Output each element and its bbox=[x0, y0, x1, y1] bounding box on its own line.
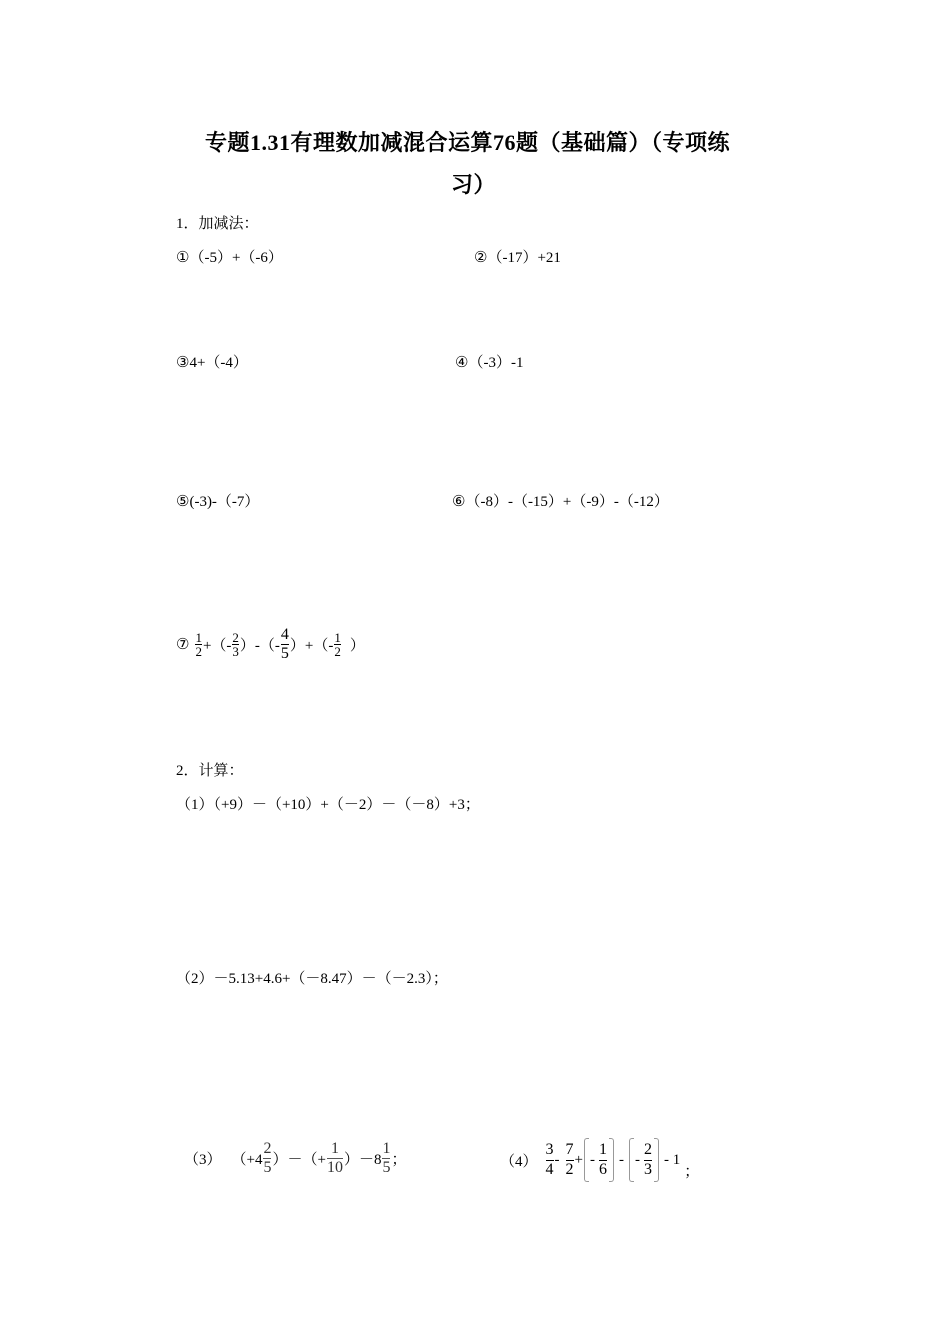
fraction-denominator: 5 bbox=[280, 645, 289, 663]
operator: - bbox=[589, 1151, 595, 1168]
fraction-denominator: 10 bbox=[326, 1159, 343, 1177]
fraction bbox=[195, 631, 202, 659]
part-label: （3） bbox=[184, 1152, 222, 1169]
question-1-heading: 1．加减法： bbox=[176, 216, 259, 232]
operator: ）－8 bbox=[343, 1152, 382, 1169]
fraction-numerator: 1 bbox=[598, 1141, 607, 1159]
fraction-numerator: 2 bbox=[643, 1141, 652, 1159]
fraction-numerator: 1 bbox=[334, 629, 341, 645]
fraction bbox=[644, 1141, 652, 1179]
fraction-numerator: 2 bbox=[263, 1140, 272, 1157]
absolute-value-bar-left bbox=[584, 1138, 589, 1182]
operator: ； bbox=[391, 1152, 407, 1169]
operator: - bbox=[618, 1151, 624, 1168]
operator: - 1 bbox=[663, 1151, 681, 1168]
operator: ） bbox=[349, 638, 365, 655]
q1-item-2: ②（-17）+21 bbox=[474, 250, 561, 266]
fraction bbox=[232, 631, 239, 659]
fraction bbox=[546, 1141, 554, 1179]
fraction-numerator: 7 bbox=[565, 1141, 574, 1159]
fraction-numerator: 1 bbox=[330, 1140, 339, 1157]
part-label: （4） bbox=[500, 1153, 538, 1170]
q2-part-3 bbox=[184, 1140, 406, 1178]
operator: ）-（- bbox=[239, 638, 280, 655]
operator: ）+（- bbox=[289, 638, 334, 655]
operator: （+4 bbox=[231, 1152, 263, 1169]
fraction-denominator: 3 bbox=[232, 644, 239, 660]
fraction bbox=[263, 1140, 271, 1178]
absolute-value-bar-left bbox=[629, 1138, 634, 1182]
fraction-denominator: 2 bbox=[565, 1160, 574, 1178]
fraction-denominator: 3 bbox=[643, 1160, 652, 1178]
fraction-numerator: 4 bbox=[280, 626, 289, 643]
fraction-denominator: 5 bbox=[263, 1159, 272, 1177]
fraction-numerator: 2 bbox=[232, 629, 239, 645]
question-2-heading: 2．计算： bbox=[176, 763, 244, 779]
fraction-numerator: 1 bbox=[195, 629, 202, 645]
fraction bbox=[281, 626, 289, 664]
operator: ； bbox=[684, 1163, 700, 1180]
q1-item-4: ④（-3）-1 bbox=[455, 355, 524, 371]
q2-part-1: （1）（+9）－（+10）+（－2）－（－8）+3； bbox=[176, 797, 480, 813]
absolute-value-bar-right bbox=[654, 1138, 659, 1182]
fraction-numerator: 1 bbox=[382, 1140, 391, 1157]
page-title-line1: 专题1.31有理数加减混合运算76题（基础篇）（专项练 bbox=[205, 130, 731, 155]
q1-item-5: ⑤(-3)-（-7） bbox=[176, 494, 260, 510]
operator: ）－（+ bbox=[272, 1152, 326, 1169]
fraction-denominator: 2 bbox=[195, 644, 202, 660]
q1-item-6: ⑥（-8）-（-15）+（-9）-（-12） bbox=[452, 494, 669, 510]
q1-item-3: ③4+（-4） bbox=[176, 355, 248, 371]
fraction-denominator: 5 bbox=[382, 1159, 391, 1177]
operator: +（- bbox=[202, 638, 232, 655]
q1-item-1: ①（-5）+（-6） bbox=[176, 250, 283, 266]
operator: - bbox=[554, 1151, 560, 1168]
operator: - bbox=[634, 1151, 640, 1168]
q1-item-7 bbox=[176, 626, 365, 664]
page-title-line2: 习） bbox=[451, 172, 497, 197]
fraction bbox=[334, 631, 341, 659]
fraction bbox=[327, 1140, 343, 1178]
operator: + bbox=[574, 1151, 583, 1168]
q2-part-2: （2）－5.13+4.6+（－8.47）－（－2.3）； bbox=[176, 971, 448, 987]
fraction-numerator: 3 bbox=[545, 1141, 554, 1159]
fraction-denominator: 2 bbox=[334, 644, 341, 660]
q1-item-7-label: ⑦ bbox=[176, 637, 190, 654]
absolute-value-bar-right bbox=[609, 1138, 614, 1182]
fraction bbox=[382, 1140, 390, 1178]
fraction bbox=[566, 1141, 574, 1179]
fraction bbox=[599, 1141, 607, 1179]
fraction-denominator: 4 bbox=[545, 1160, 554, 1178]
q2-part-4 bbox=[500, 1138, 699, 1182]
fraction-denominator: 6 bbox=[598, 1160, 607, 1178]
